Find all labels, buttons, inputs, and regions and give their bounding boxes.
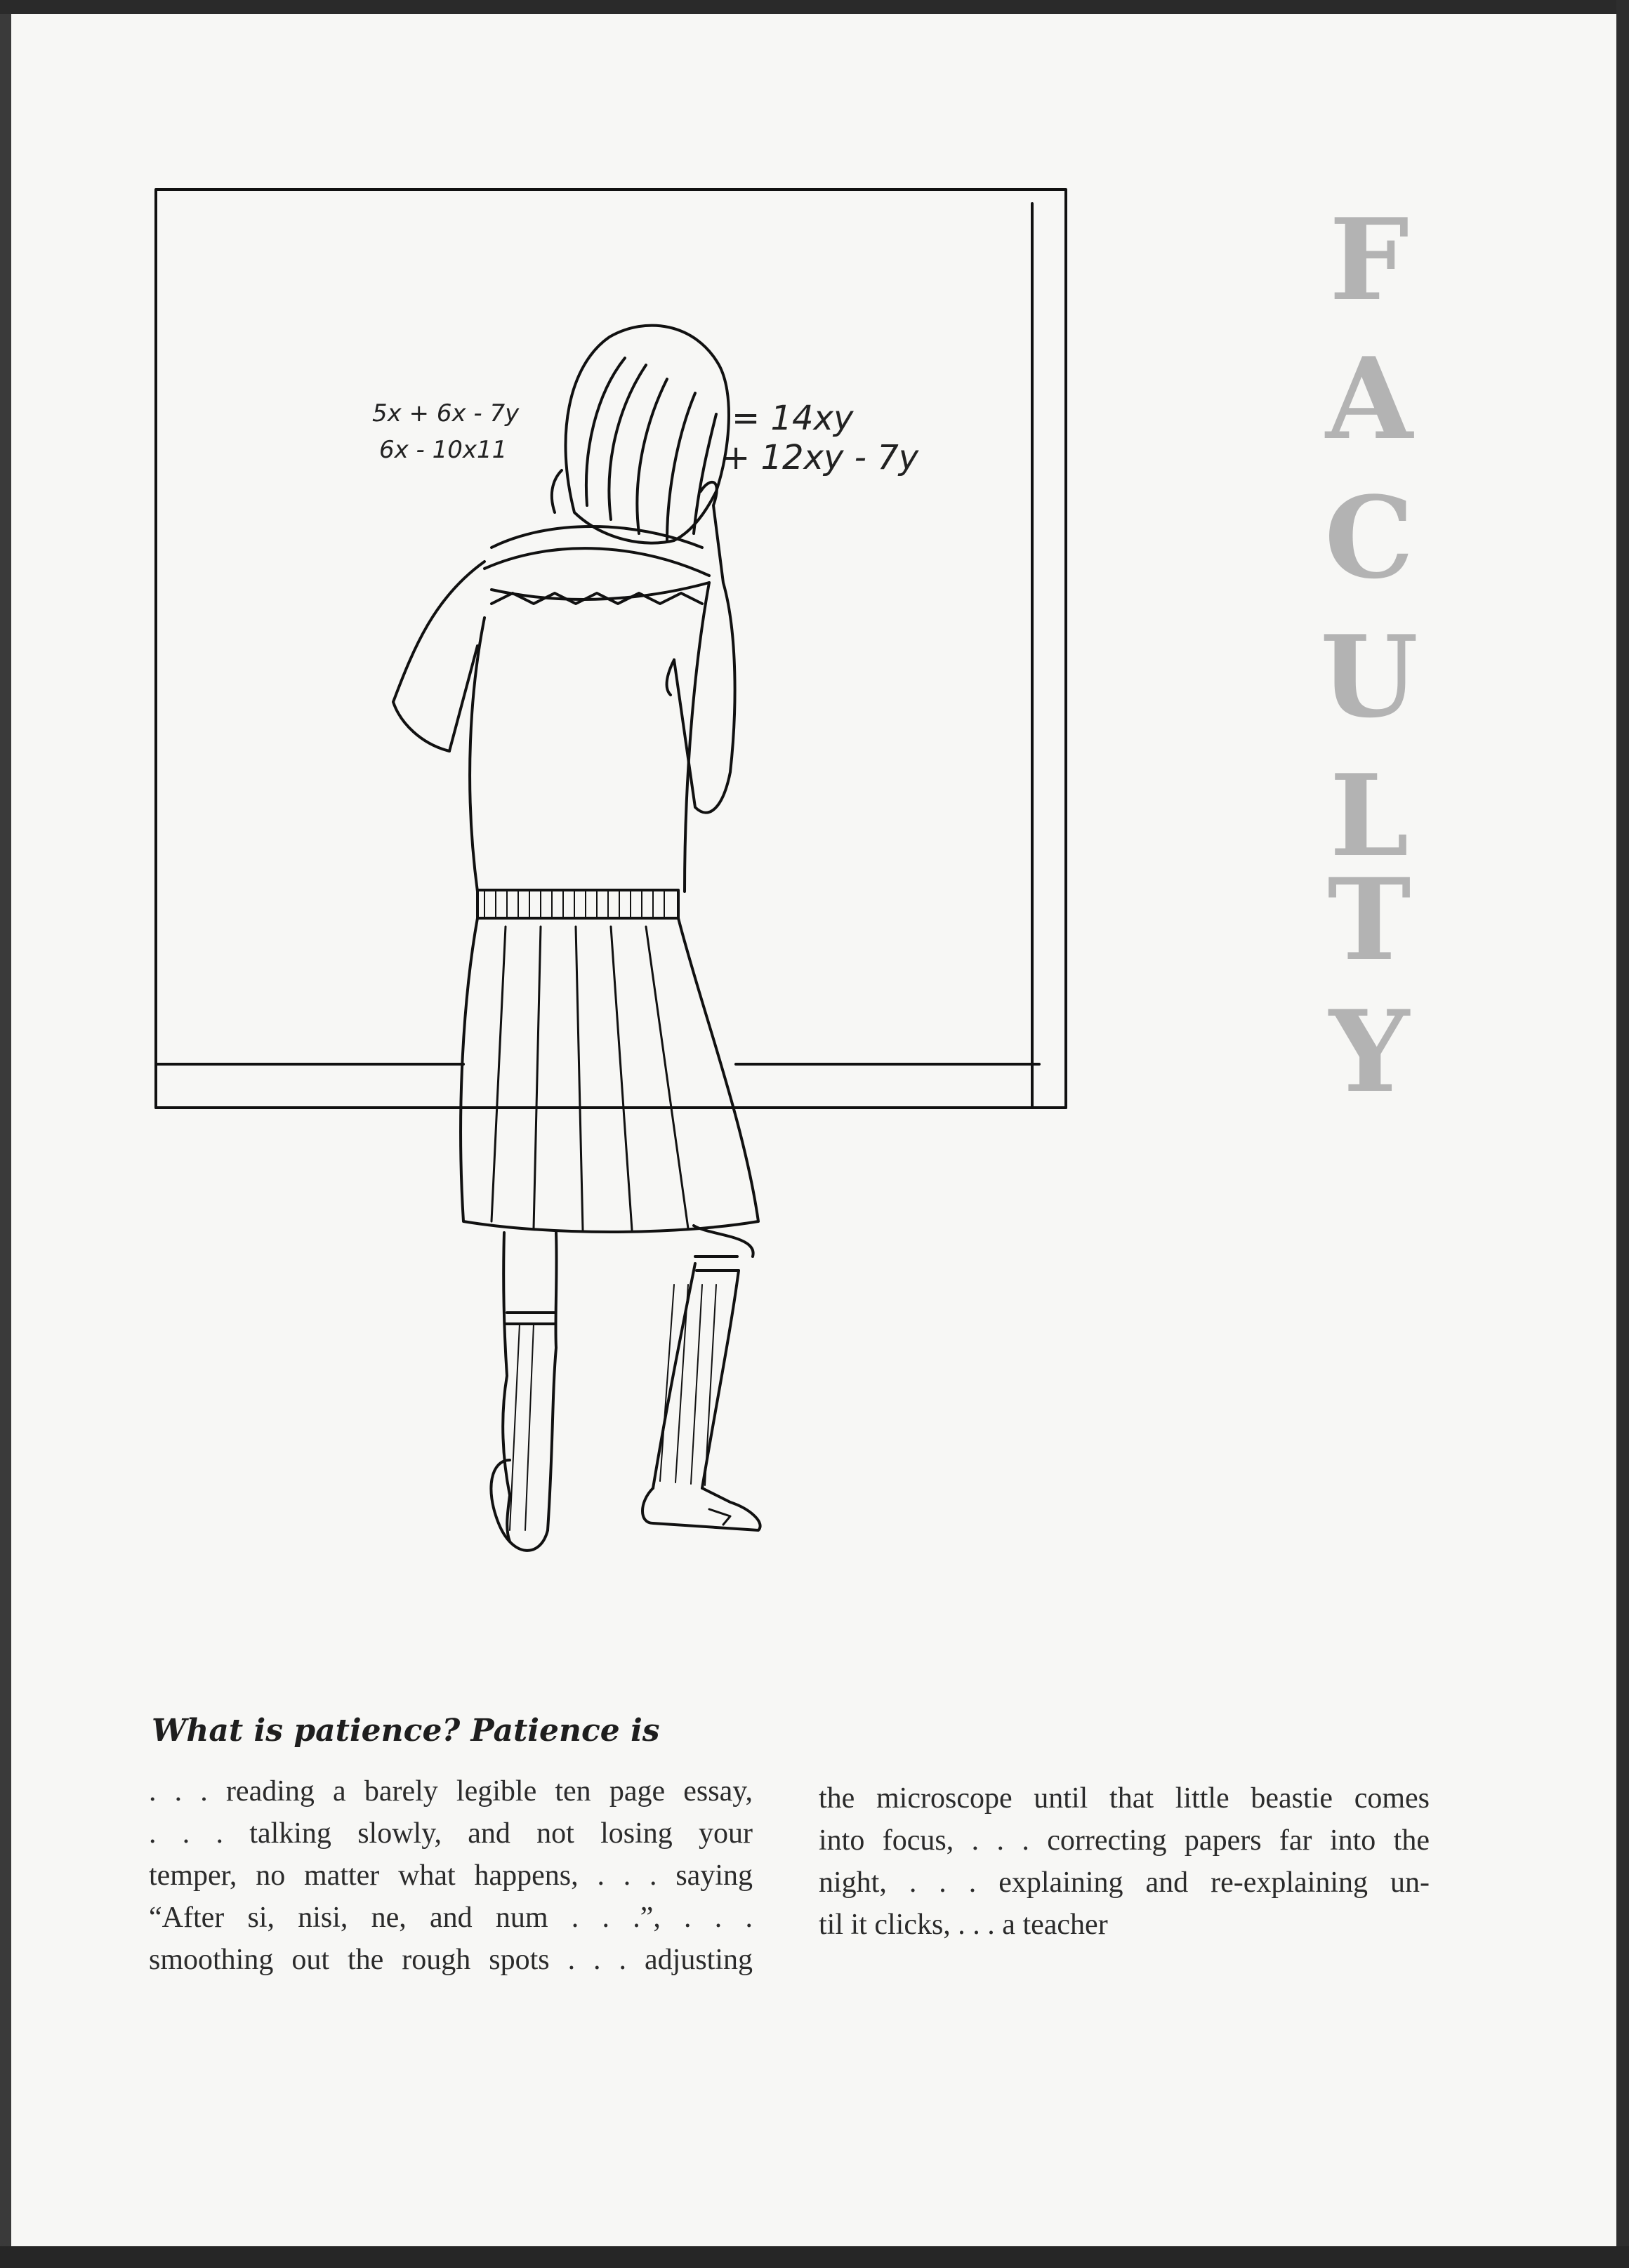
faculty-letter-l: L: [1329, 750, 1409, 882]
faculty-letter-c: C: [1324, 472, 1414, 604]
body-line: . . . reading a barely legible ten page essay,: [149, 1775, 753, 1808]
body-line: . . . talking slowly, and not losing your: [149, 1817, 753, 1850]
equation-line2-left: 6x - 10x11: [379, 436, 508, 464]
body-text-column-2: [819, 1777, 1430, 1946]
faculty-letter-u: U: [1320, 611, 1418, 743]
body-line: temper, no matter what happens, . . . saying: [149, 1859, 753, 1892]
faculty-letter-f: F: [1329, 194, 1409, 326]
chalkboard: [156, 190, 1066, 1108]
equation-line1-left: 5x + 6x - 7y: [372, 399, 520, 427]
body-text-column-1: [149, 1770, 753, 1981]
body-line: til it clicks, . . . a teacher: [819, 1909, 1108, 1941]
body-line: into focus, . . . correcting papers far into the: [819, 1824, 1430, 1857]
equation-line1-right: = 14xy: [732, 399, 854, 438]
caption-heading: What is patience? Patience is: [152, 1713, 660, 1749]
faculty-letter-t: T: [1327, 854, 1411, 986]
body-line: the microscope until that little beastie comes: [819, 1782, 1430, 1815]
body-line: night, . . . explaining and re-explaining un-: [819, 1866, 1430, 1899]
equation-line2-right: + 12xy - 7y: [722, 438, 919, 477]
body-line: smoothing out the rough spots . . . adjusting: [149, 1944, 753, 1976]
teacher-figure: [393, 326, 760, 1551]
body-line: “After si, nisi, ne, and num . . .”, . . .: [149, 1902, 753, 1934]
faculty-letter-a: A: [1325, 333, 1413, 465]
faculty-letter-y: Y: [1328, 986, 1410, 1118]
